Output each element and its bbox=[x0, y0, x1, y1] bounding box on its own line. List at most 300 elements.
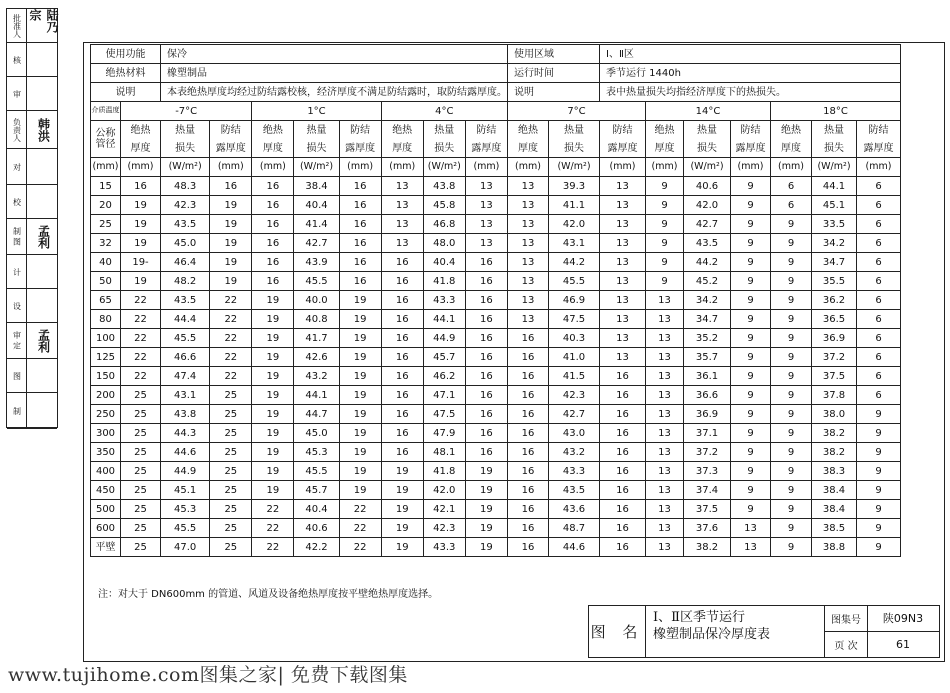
anti-dew-header: 防结 bbox=[339, 121, 381, 140]
value-cell: 38.8 bbox=[812, 538, 857, 557]
value-cell: 9 bbox=[771, 348, 812, 367]
value-cell: 9 bbox=[731, 234, 771, 253]
note-right: 表中热量损失均指经济厚度下的热损失。 bbox=[600, 83, 901, 102]
heat-loss-header: 热量 bbox=[161, 121, 210, 140]
value-cell: 13 bbox=[646, 519, 684, 538]
unit-cell: (W/m²) bbox=[161, 158, 210, 177]
drawing-title-line1: Ⅰ、Ⅱ区季节运行 bbox=[653, 610, 745, 625]
heat-loss-header-cont: 损失 bbox=[423, 139, 465, 158]
value-cell: 13 bbox=[646, 500, 684, 519]
value-cell: 36.6 bbox=[684, 386, 731, 405]
value-cell: 19 bbox=[465, 538, 507, 557]
value-cell: 22 bbox=[121, 367, 161, 386]
value-cell: 16 bbox=[465, 405, 507, 424]
heat-loss-header: 热量 bbox=[423, 121, 465, 140]
value-cell: 33.5 bbox=[812, 215, 857, 234]
value-cell: 9 bbox=[857, 500, 901, 519]
value-cell: 9 bbox=[857, 538, 901, 557]
anti-dew-header-cont: 露厚度 bbox=[210, 139, 252, 158]
value-cell: 19 bbox=[339, 405, 381, 424]
value-cell: 19 bbox=[465, 481, 507, 500]
value-cell: 45.0 bbox=[161, 234, 210, 253]
value-cell: 9 bbox=[771, 500, 812, 519]
signature-cell bbox=[7, 9, 57, 43]
unit-cell: (W/m²) bbox=[294, 158, 339, 177]
value-cell: 19 bbox=[210, 272, 252, 291]
diameter-cell: 200 bbox=[91, 386, 121, 405]
value-cell: 34.2 bbox=[812, 234, 857, 253]
value-cell: 16 bbox=[600, 481, 646, 500]
value-cell: 9 bbox=[731, 215, 771, 234]
value-cell: 43.3 bbox=[423, 538, 465, 557]
value-cell: 40.3 bbox=[549, 329, 600, 348]
value-cell: 22 bbox=[252, 519, 294, 538]
value-cell: 45.8 bbox=[423, 196, 465, 215]
temperature-header: 4°C bbox=[381, 102, 507, 121]
diameter-cell: 500 bbox=[91, 500, 121, 519]
table-row bbox=[91, 291, 901, 310]
value-cell: 48.0 bbox=[423, 234, 465, 253]
value-cell: 6 bbox=[771, 196, 812, 215]
value-cell: 19 bbox=[339, 481, 381, 500]
value-cell: 19 bbox=[339, 462, 381, 481]
value-cell: 13 bbox=[600, 348, 646, 367]
anti-dew-header: 防结 bbox=[465, 121, 507, 140]
heat-loss-header-cont: 损失 bbox=[812, 139, 857, 158]
value-cell: 9 bbox=[857, 519, 901, 538]
value-cell: 9 bbox=[771, 424, 812, 443]
table-row bbox=[91, 234, 901, 253]
value-cell: 44.3 bbox=[161, 424, 210, 443]
value-cell: 6 bbox=[857, 348, 901, 367]
value-cell: 43.1 bbox=[161, 386, 210, 405]
value-cell: 16 bbox=[508, 405, 549, 424]
thickness-header: 绝热 bbox=[252, 121, 294, 140]
value-cell: 22 bbox=[210, 367, 252, 386]
value-cell: 38.4 bbox=[294, 177, 339, 196]
value-cell: 45.3 bbox=[294, 443, 339, 462]
signature-strip bbox=[6, 8, 58, 428]
value-cell: 45.7 bbox=[294, 481, 339, 500]
value-cell: 9 bbox=[731, 462, 771, 481]
value-cell: 6 bbox=[857, 177, 901, 196]
value-cell: 45.1 bbox=[812, 196, 857, 215]
value-cell: 45.5 bbox=[294, 462, 339, 481]
value-cell: 6 bbox=[857, 253, 901, 272]
value-cell: 44.6 bbox=[549, 538, 600, 557]
value-cell: 25 bbox=[210, 538, 252, 557]
value-cell: 16 bbox=[252, 177, 294, 196]
value-cell: 9 bbox=[731, 424, 771, 443]
table-row bbox=[91, 519, 901, 538]
value-cell: 9 bbox=[771, 310, 812, 329]
value-cell: 25 bbox=[121, 481, 161, 500]
value-cell: 9 bbox=[731, 405, 771, 424]
signature-role-label: 审 定 bbox=[12, 331, 22, 350]
diameter-cell: 15 bbox=[91, 177, 121, 196]
value-cell: 16 bbox=[465, 272, 507, 291]
value-cell: 43.2 bbox=[549, 443, 600, 462]
value-cell: 44.1 bbox=[812, 177, 857, 196]
value-cell: 43.1 bbox=[549, 234, 600, 253]
value-cell: 19 bbox=[381, 462, 423, 481]
value-cell: 36.1 bbox=[684, 367, 731, 386]
value-cell: 37.6 bbox=[684, 519, 731, 538]
diameter-cell: 450 bbox=[91, 481, 121, 500]
use-function-label: 使用功能 bbox=[91, 45, 161, 64]
value-cell: 16 bbox=[600, 462, 646, 481]
value-cell: 16 bbox=[508, 462, 549, 481]
value-cell: 22 bbox=[210, 329, 252, 348]
value-cell: 13 bbox=[731, 519, 771, 538]
signature-name: 孟利 bbox=[36, 224, 51, 249]
value-cell: 16 bbox=[600, 443, 646, 462]
value-cell: 25 bbox=[210, 424, 252, 443]
signature-name: 韩洪 bbox=[36, 117, 51, 142]
value-cell: 16 bbox=[465, 291, 507, 310]
value-cell: 9 bbox=[731, 481, 771, 500]
value-cell: 16 bbox=[381, 291, 423, 310]
value-cell: 38.4 bbox=[812, 481, 857, 500]
value-cell: 43.5 bbox=[549, 481, 600, 500]
value-cell: 41.4 bbox=[294, 215, 339, 234]
value-cell: 41.8 bbox=[423, 462, 465, 481]
value-cell: 19 bbox=[339, 348, 381, 367]
value-cell: 6 bbox=[857, 196, 901, 215]
temperature-header: 1°C bbox=[252, 102, 381, 121]
diameter-cell: 125 bbox=[91, 348, 121, 367]
signature-role-label: 校 bbox=[12, 197, 22, 206]
value-cell: 9 bbox=[771, 386, 812, 405]
signature-role-label: 审 bbox=[12, 89, 22, 98]
value-cell: 42.0 bbox=[549, 215, 600, 234]
value-cell: 19 bbox=[339, 310, 381, 329]
value-cell: 13 bbox=[646, 424, 684, 443]
diameter-cell: 350 bbox=[91, 443, 121, 462]
value-cell: 16 bbox=[465, 443, 507, 462]
value-cell: 9 bbox=[771, 253, 812, 272]
table-row bbox=[91, 196, 901, 215]
value-cell: 37.8 bbox=[812, 386, 857, 405]
value-cell: 25 bbox=[210, 443, 252, 462]
value-cell: 44.4 bbox=[161, 310, 210, 329]
value-cell: 22 bbox=[252, 500, 294, 519]
value-cell: 19 bbox=[339, 367, 381, 386]
table-row bbox=[91, 424, 901, 443]
value-cell: 9 bbox=[731, 177, 771, 196]
value-cell: 13 bbox=[465, 177, 507, 196]
value-cell: 19 bbox=[381, 481, 423, 500]
value-cell: 13 bbox=[465, 196, 507, 215]
value-cell: 9 bbox=[771, 481, 812, 500]
value-cell: 43.5 bbox=[161, 291, 210, 310]
value-cell: 37.4 bbox=[684, 481, 731, 500]
value-cell: 13 bbox=[508, 215, 549, 234]
value-cell: 19 bbox=[252, 405, 294, 424]
value-cell: 9 bbox=[771, 215, 812, 234]
value-cell: 13 bbox=[646, 443, 684, 462]
value-cell: 9 bbox=[771, 443, 812, 462]
table-row bbox=[91, 329, 901, 348]
value-cell: 13 bbox=[508, 253, 549, 272]
value-cell: 16 bbox=[252, 234, 294, 253]
value-cell: 43.2 bbox=[294, 367, 339, 386]
value-cell: 19 bbox=[252, 481, 294, 500]
temperature-header: 14°C bbox=[646, 102, 771, 121]
signature-role-label: 负责人 bbox=[12, 117, 22, 142]
signature-cell bbox=[7, 43, 57, 77]
value-cell: 13 bbox=[600, 196, 646, 215]
value-cell: 16 bbox=[508, 424, 549, 443]
value-cell: 19 bbox=[252, 348, 294, 367]
value-cell: 9 bbox=[731, 367, 771, 386]
value-cell: 16 bbox=[465, 329, 507, 348]
signature-name bbox=[31, 77, 57, 110]
value-cell: 9 bbox=[731, 443, 771, 462]
signature-cell bbox=[7, 185, 57, 219]
value-cell: 16 bbox=[210, 177, 252, 196]
value-cell: 34.2 bbox=[684, 291, 731, 310]
value-cell: 37.5 bbox=[684, 500, 731, 519]
medium-temp-label: 介质温度 bbox=[91, 102, 121, 121]
value-cell: 38.2 bbox=[812, 424, 857, 443]
heat-loss-header: 热量 bbox=[684, 121, 731, 140]
thickness-header-cont: 厚度 bbox=[646, 139, 684, 158]
table-row bbox=[91, 500, 901, 519]
footnote: 注：对大于 DN600mm 的管道、风道及设备绝热厚度按平壁绝热厚度选择。 bbox=[98, 589, 439, 600]
value-cell: 43.3 bbox=[549, 462, 600, 481]
value-cell: 16 bbox=[600, 500, 646, 519]
value-cell: 13 bbox=[381, 196, 423, 215]
value-cell: 19 bbox=[210, 215, 252, 234]
value-cell: 19 bbox=[121, 272, 161, 291]
diameter-cell: 80 bbox=[91, 310, 121, 329]
value-cell: 16 bbox=[252, 215, 294, 234]
value-cell: 16 bbox=[381, 348, 423, 367]
signature-cell bbox=[7, 359, 57, 393]
watermark-text: www.tujihome.com图集之家| 免费下载图集 bbox=[8, 664, 408, 686]
thickness-header-cont: 厚度 bbox=[381, 139, 423, 158]
value-cell: 16 bbox=[339, 272, 381, 291]
value-cell: 16 bbox=[600, 405, 646, 424]
value-cell: 9 bbox=[771, 405, 812, 424]
signature-name bbox=[31, 359, 57, 392]
value-cell: 45.2 bbox=[684, 272, 731, 291]
anti-dew-header-cont: 露厚度 bbox=[857, 139, 901, 158]
unit-cell: (W/m²) bbox=[684, 158, 731, 177]
value-cell: 44.9 bbox=[161, 462, 210, 481]
unit-cell: (mm) bbox=[121, 158, 161, 177]
diameter-cell: 50 bbox=[91, 272, 121, 291]
unit-cell: (mm) bbox=[600, 158, 646, 177]
use-area-label: 使用区域 bbox=[508, 45, 600, 64]
use-area-value: Ⅰ、Ⅱ区 bbox=[600, 45, 901, 64]
table-row bbox=[91, 462, 901, 481]
signature-cell bbox=[7, 393, 57, 429]
table-row bbox=[91, 272, 901, 291]
value-cell: 37.2 bbox=[684, 443, 731, 462]
value-cell: 9 bbox=[857, 462, 901, 481]
value-cell: 16 bbox=[508, 386, 549, 405]
value-cell: 13 bbox=[646, 538, 684, 557]
value-cell: 19 bbox=[381, 538, 423, 557]
value-cell: 43.6 bbox=[549, 500, 600, 519]
value-cell: 40.4 bbox=[294, 196, 339, 215]
value-cell: 9 bbox=[731, 196, 771, 215]
value-cell: 36.9 bbox=[684, 405, 731, 424]
value-cell: 42.1 bbox=[423, 500, 465, 519]
temperature-header: 18°C bbox=[771, 102, 901, 121]
value-cell: 22 bbox=[210, 291, 252, 310]
value-cell: 47.9 bbox=[423, 424, 465, 443]
value-cell: 9 bbox=[646, 272, 684, 291]
value-cell: 38.0 bbox=[812, 405, 857, 424]
table-row bbox=[91, 481, 901, 500]
unit-cell: (mm) bbox=[210, 158, 252, 177]
value-cell: 19 bbox=[339, 291, 381, 310]
value-cell: 38.5 bbox=[812, 519, 857, 538]
thickness-header-cont: 厚度 bbox=[508, 139, 549, 158]
value-cell: 42.2 bbox=[294, 538, 339, 557]
unit-cell: (mm) bbox=[381, 158, 423, 177]
value-cell: 19 bbox=[252, 329, 294, 348]
value-cell: 19 bbox=[381, 519, 423, 538]
value-cell: 16 bbox=[600, 386, 646, 405]
value-cell: 41.5 bbox=[549, 367, 600, 386]
value-cell: 25 bbox=[121, 462, 161, 481]
unit-cell: (mm) bbox=[508, 158, 549, 177]
value-cell: 48.3 bbox=[161, 177, 210, 196]
value-cell: 43.3 bbox=[423, 291, 465, 310]
signature-name: 陆乃宗 bbox=[28, 9, 59, 33]
value-cell: 36.2 bbox=[812, 291, 857, 310]
value-cell: 16 bbox=[508, 367, 549, 386]
atlas-no-label: 图集号 bbox=[825, 606, 868, 631]
value-cell: 13 bbox=[646, 386, 684, 405]
value-cell: 9 bbox=[646, 196, 684, 215]
value-cell: 40.6 bbox=[684, 177, 731, 196]
material-value: 橡塑制品 bbox=[161, 64, 508, 83]
value-cell: 46.8 bbox=[423, 215, 465, 234]
value-cell: 16 bbox=[381, 272, 423, 291]
signature-role-label: 对 bbox=[12, 162, 22, 171]
anti-dew-header-cont: 露厚度 bbox=[339, 139, 381, 158]
anti-dew-header-cont: 露厚度 bbox=[731, 139, 771, 158]
value-cell: 13 bbox=[646, 310, 684, 329]
value-cell: 45.5 bbox=[549, 272, 600, 291]
value-cell: 16 bbox=[600, 424, 646, 443]
value-cell: 16 bbox=[339, 253, 381, 272]
unit-cell: (W/m²) bbox=[812, 158, 857, 177]
value-cell: 19 bbox=[339, 386, 381, 405]
value-cell: 42.7 bbox=[549, 405, 600, 424]
diameter-cell: 65 bbox=[91, 291, 121, 310]
value-cell: 43.0 bbox=[549, 424, 600, 443]
value-cell: 25 bbox=[210, 462, 252, 481]
value-cell: 16 bbox=[381, 253, 423, 272]
value-cell: 47.0 bbox=[161, 538, 210, 557]
note-right-label: 说明 bbox=[508, 83, 600, 102]
anti-dew-header-cont: 露厚度 bbox=[600, 139, 646, 158]
table-row bbox=[91, 405, 901, 424]
signature-name bbox=[31, 255, 57, 288]
unit-cell: (W/m²) bbox=[549, 158, 600, 177]
value-cell: 22 bbox=[210, 348, 252, 367]
unit-cell: (W/m²) bbox=[423, 158, 465, 177]
value-cell: 16 bbox=[508, 443, 549, 462]
diameter-cell: 100 bbox=[91, 329, 121, 348]
value-cell: 13 bbox=[508, 177, 549, 196]
value-cell: 25 bbox=[210, 500, 252, 519]
diameter-cell: 400 bbox=[91, 462, 121, 481]
value-cell: 25 bbox=[121, 424, 161, 443]
value-cell: 19 bbox=[252, 424, 294, 443]
value-cell: 16 bbox=[508, 500, 549, 519]
value-cell: 45.3 bbox=[161, 500, 210, 519]
value-cell: 45.5 bbox=[161, 519, 210, 538]
value-cell: 45.5 bbox=[161, 329, 210, 348]
value-cell: 25 bbox=[121, 519, 161, 538]
value-cell: 13 bbox=[600, 329, 646, 348]
value-cell: 13 bbox=[381, 215, 423, 234]
value-cell: 19 bbox=[465, 500, 507, 519]
value-cell: 42.0 bbox=[684, 196, 731, 215]
value-cell: 6 bbox=[857, 291, 901, 310]
anti-dew-header: 防结 bbox=[600, 121, 646, 140]
heat-loss-header-cont: 损失 bbox=[684, 139, 731, 158]
value-cell: 16 bbox=[508, 348, 549, 367]
value-cell: 19 bbox=[210, 234, 252, 253]
value-cell: 16 bbox=[381, 424, 423, 443]
value-cell: 13 bbox=[646, 291, 684, 310]
insulation-table bbox=[90, 44, 901, 557]
value-cell: 6 bbox=[771, 177, 812, 196]
value-cell: 9 bbox=[771, 538, 812, 557]
value-cell: 13 bbox=[646, 462, 684, 481]
value-cell: 19 bbox=[465, 519, 507, 538]
value-cell: 13 bbox=[381, 234, 423, 253]
value-cell: 36.9 bbox=[812, 329, 857, 348]
value-cell: 22 bbox=[121, 291, 161, 310]
value-cell: 9 bbox=[731, 310, 771, 329]
value-cell: 19 bbox=[210, 196, 252, 215]
value-cell: 19 bbox=[381, 500, 423, 519]
value-cell: 43.9 bbox=[294, 253, 339, 272]
value-cell: 9 bbox=[731, 291, 771, 310]
anti-dew-header: 防结 bbox=[210, 121, 252, 140]
unit-cell: (mm) bbox=[731, 158, 771, 177]
value-cell: 9 bbox=[731, 272, 771, 291]
signature-role-label: 制 bbox=[12, 406, 22, 415]
table-row bbox=[91, 253, 901, 272]
value-cell: 22 bbox=[252, 538, 294, 557]
value-cell: 16 bbox=[381, 405, 423, 424]
thickness-header: 绝热 bbox=[121, 121, 161, 140]
value-cell: 19 bbox=[252, 310, 294, 329]
signature-name bbox=[31, 289, 57, 322]
heat-loss-header-cont: 损失 bbox=[161, 139, 210, 158]
run-time-label: 运行时间 bbox=[508, 64, 600, 83]
diameter-cell: 25 bbox=[91, 215, 121, 234]
note-label: 说明 bbox=[91, 83, 161, 102]
value-cell: 19 bbox=[465, 462, 507, 481]
table-row bbox=[91, 348, 901, 367]
value-cell: 9 bbox=[857, 405, 901, 424]
value-cell: 6 bbox=[857, 386, 901, 405]
value-cell: 40.0 bbox=[294, 291, 339, 310]
note-left: 本表绝热厚度均经过防结露校核，经济厚度不满足防结露时，取防结露厚度。 bbox=[161, 83, 508, 102]
unit-cell: (mm) bbox=[646, 158, 684, 177]
